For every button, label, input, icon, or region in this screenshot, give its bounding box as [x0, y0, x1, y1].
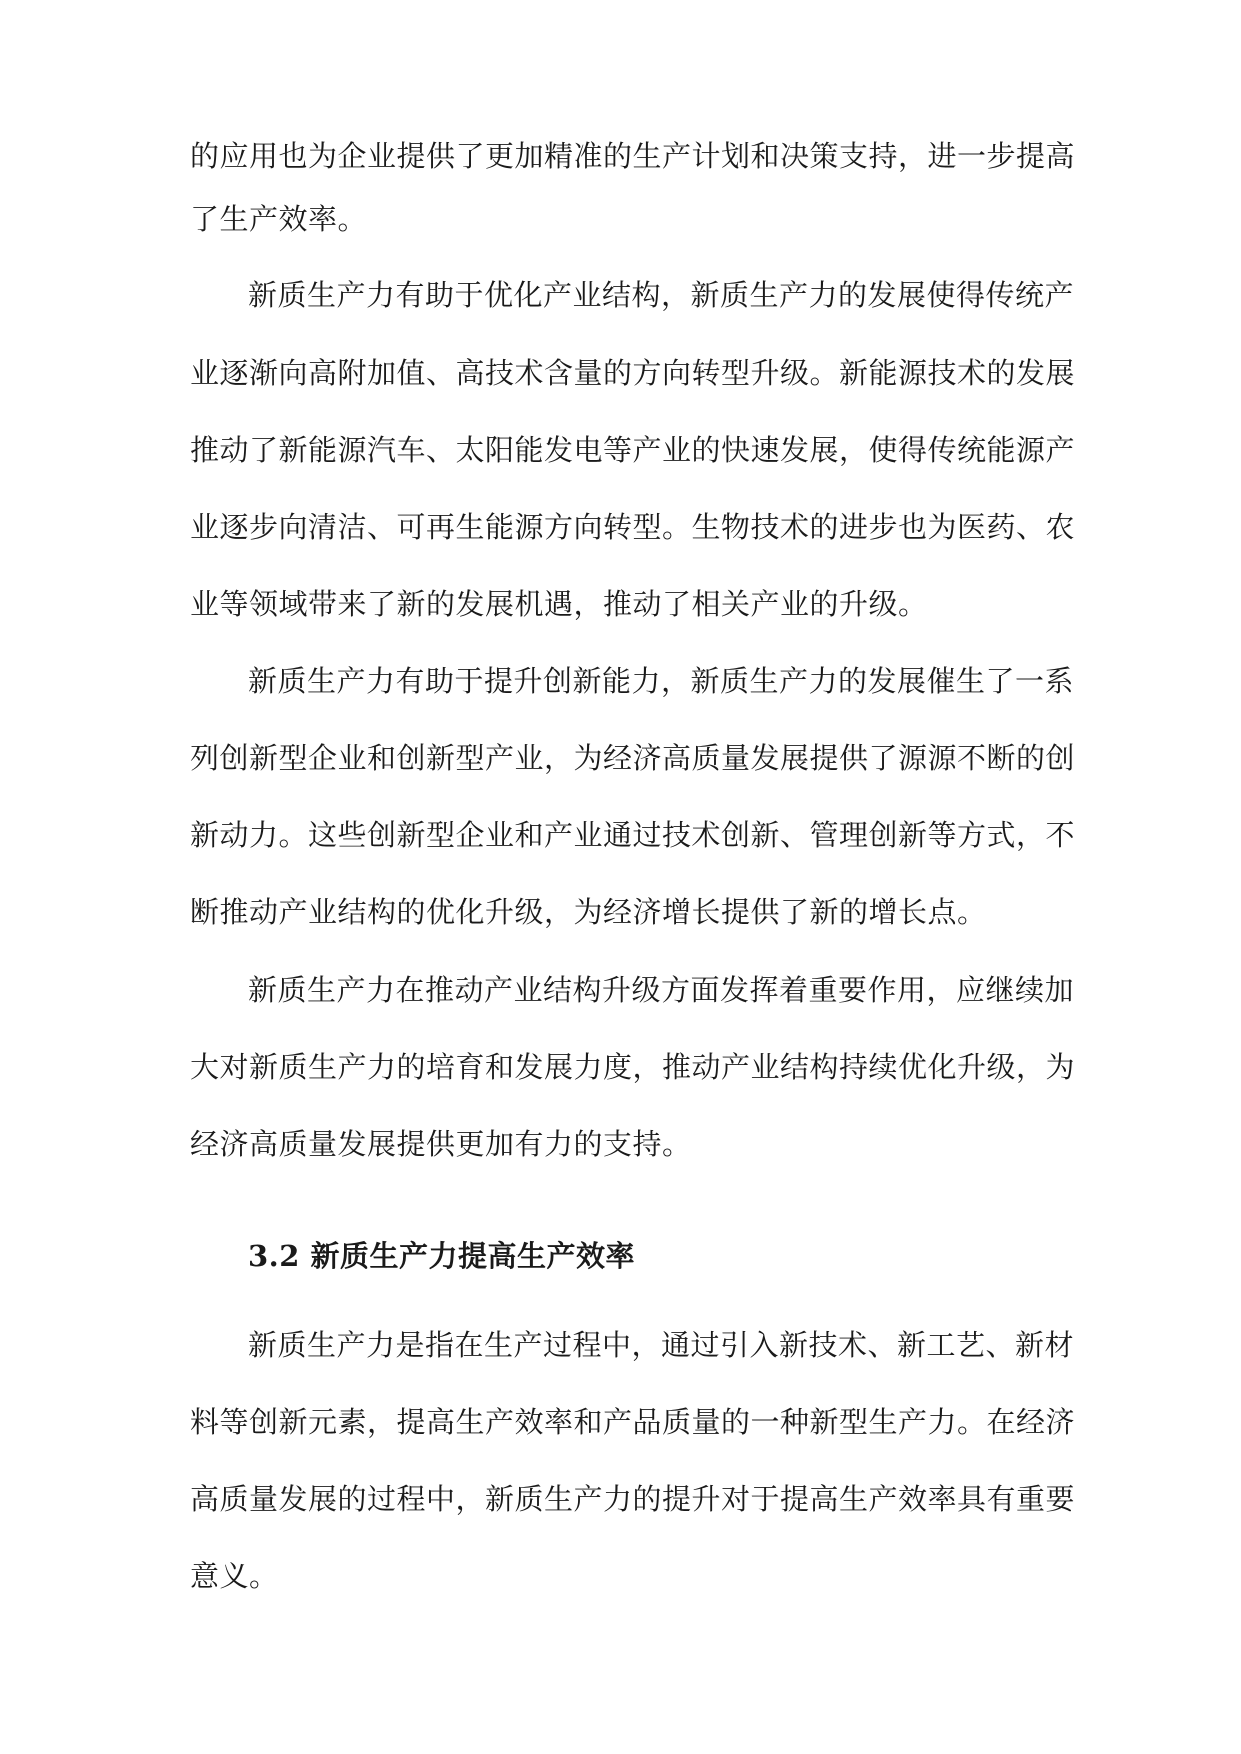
paragraph-line: 列创新型企业和创新型产业，为经济高质量发展提供了源源不断的创	[190, 741, 1076, 775]
paragraph-line: 的应用也为企业提供了更加精准的生产计划和决策支持，进一步提高	[190, 139, 1076, 173]
paragraph-line: 了生产效率。	[190, 202, 368, 236]
paragraph-line: 新动力。这些创新型企业和产业通过技术创新、管理创新等方式，不	[190, 818, 1076, 852]
paragraph-line: 新质生产力在推动产业结构升级方面发挥着重要作用，应继续加	[248, 973, 1075, 1007]
paragraph-line: 新质生产力有助于优化产业结构，新质生产力的发展使得传统产	[248, 278, 1075, 312]
paragraph-line: 业等领域带来了新的发展机遇，推动了相关产业的升级。	[190, 587, 928, 621]
paragraph-line: 经济高质量发展提供更加有力的支持。	[190, 1127, 692, 1161]
paragraph-line: 推动了新能源汽车、太阳能发电等产业的快速发展，使得传统能源产	[190, 433, 1076, 467]
paragraph-line: 业逐渐向高附加值、高技术含量的方向转型升级。新能源技术的发展	[190, 356, 1076, 390]
paragraph-line: 新质生产力是指在生产过程中，通过引入新技术、新工艺、新材	[248, 1328, 1075, 1362]
paragraph-line: 新质生产力有助于提升创新能力，新质生产力的发展催生了一系	[248, 664, 1075, 698]
paragraph-line: 高质量发展的过程中，新质生产力的提升对于提高生产效率具有重要	[190, 1482, 1076, 1516]
section-heading: 3.2 新质生产力提高生产效率	[248, 1239, 636, 1273]
paragraph-line: 业逐步向清洁、可再生能源方向转型。生物技术的进步也为医药、农	[190, 510, 1076, 544]
paragraph-line: 料等创新元素，提高生产效率和产品质量的一种新型生产力。在经济	[190, 1405, 1076, 1439]
paragraph-line: 大对新质生产力的培育和发展力度，推动产业结构持续优化升级，为	[190, 1050, 1076, 1084]
paragraph-line: 断推动产业结构的优化升级，为经济增长提供了新的增长点。	[190, 895, 987, 929]
paragraph-line: 意义。	[190, 1559, 279, 1593]
